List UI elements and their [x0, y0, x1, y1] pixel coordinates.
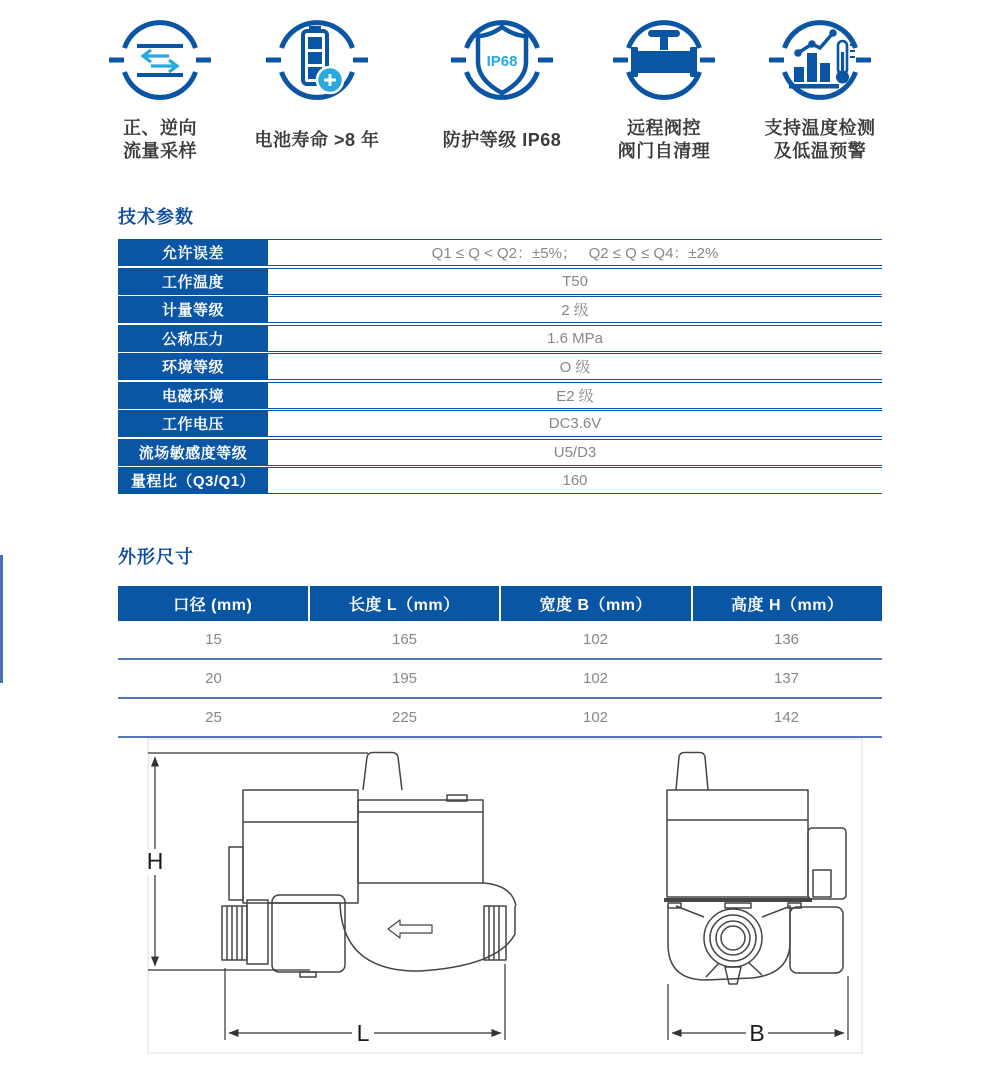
column-header: 长度 L（mm）	[308, 586, 500, 621]
column-header: 高度 H（mm）	[691, 586, 883, 621]
feature-label: 远程阀控 阀门自清理	[617, 118, 711, 161]
side-view-drawing	[222, 753, 516, 978]
front-view-drawing	[664, 753, 846, 985]
cell-height: 142	[773, 709, 800, 726]
param-value: DC3.6V	[268, 410, 882, 437]
feature-label: 支持温度检测 及低温预警	[764, 118, 876, 161]
height-dimension	[148, 753, 368, 970]
length-dimension-label: L	[356, 1020, 370, 1046]
cell-width: 102	[582, 631, 609, 648]
param-name: 公称压力	[118, 325, 268, 352]
column-header: 宽度 B（mm）	[499, 586, 691, 621]
cell-height: 137	[773, 670, 800, 687]
cell-diameter: 25	[205, 709, 222, 726]
column-header: 口径 (mm)	[173, 597, 253, 614]
param-value: 1.6 MPa	[268, 325, 882, 352]
cell-width: 102	[582, 709, 609, 726]
param-name: 量程比（Q3/Q1）	[118, 467, 268, 494]
param-value: E2 级	[268, 382, 882, 409]
param-value: O 级	[268, 353, 882, 380]
cell-length: 225	[391, 709, 418, 726]
height-dimension-label: H	[146, 848, 164, 874]
cell-diameter: 15	[205, 631, 222, 648]
param-value: 160	[268, 467, 882, 494]
param-value: Q1 ≤ Q < Q2：±5%； Q2 ≤ Q ≤ Q4：±2%	[268, 239, 882, 266]
param-name: 流场敏感度等级	[118, 439, 268, 466]
param-name: 计量等级	[118, 296, 268, 323]
param-value: U5/D3	[268, 439, 882, 466]
param-name: 工作温度	[118, 268, 268, 295]
cell-length: 195	[391, 670, 418, 687]
cell-diameter: 20	[205, 670, 222, 687]
param-name: 工作电压	[118, 410, 268, 437]
dimensions-title: 外形尺寸	[118, 547, 194, 567]
feature-label: 电池寿命 >8 年	[254, 129, 380, 150]
param-name: 环境等级	[118, 353, 268, 380]
param-value: 2 级	[268, 296, 882, 323]
tech-params-title: 技术参数	[118, 207, 194, 227]
width-dimension-label: B	[749, 1020, 765, 1046]
cell-height: 136	[773, 631, 800, 648]
feature-label: 正、逆向 流量采样	[123, 118, 197, 161]
cell-length: 165	[391, 631, 418, 648]
cell-width: 102	[582, 670, 609, 687]
feature-label: 防护等级 IP68	[442, 129, 562, 150]
ip68-badge-text: IP68	[486, 53, 518, 70]
param-name: 电磁环境	[118, 382, 268, 409]
param-value: T50	[268, 268, 882, 295]
param-name: 允许误差	[118, 239, 268, 266]
